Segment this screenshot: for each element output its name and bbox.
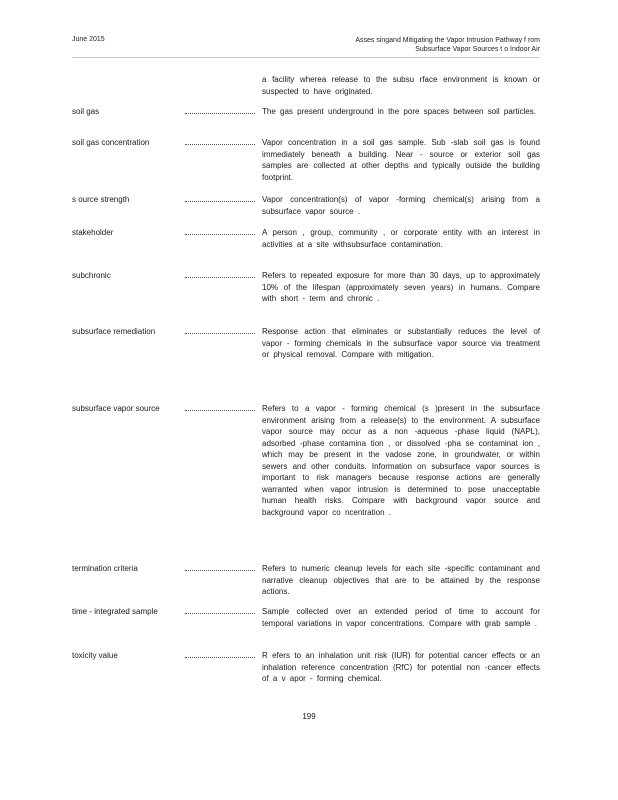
dot-leader xyxy=(185,657,255,658)
dot-leader xyxy=(185,113,255,114)
dot-leader xyxy=(185,410,255,411)
glossary-term: time - integrated sample xyxy=(72,607,158,616)
dot-leader xyxy=(185,333,255,334)
header-title-line2: Subsurface Vapor Sources t o Indoor Air xyxy=(415,46,540,53)
continuation-definition: a facility wherea release to the subsu rface environment is known or suspected to have originated. xyxy=(262,75,540,96)
page-number: 199 xyxy=(302,712,316,721)
glossary-definition: Sample collected over an extended period of time to account for temporal variations in vapor concentrations. Compare with grab sample . xyxy=(262,607,540,628)
glossary-definition: Response action that eliminates or substantially reduces the level of vapor - forming chemicals in the subsurface vapor source via treatment or physical removal. Compare with mitigation. xyxy=(262,327,540,359)
dot-leader xyxy=(185,201,255,202)
glossary-definition: Refers to numeric cleanup levels for each site -specific contaminant and narrative cleanup objectives that are to be attained by the response actions. xyxy=(262,564,540,596)
glossary-term: toxicity value xyxy=(72,651,118,660)
glossary-definition: R efers to an inhalation unit risk (IUR) for potential cancer effects or an inhalation reference concentration (RfC) for potential non -cancer effects of a v apor - forming chemical. xyxy=(262,651,540,683)
dot-leader xyxy=(185,234,255,235)
glossary-term: subsurface vapor source xyxy=(72,404,160,413)
header-title xyxy=(280,36,540,54)
glossary-term: s ource strength xyxy=(72,195,130,204)
glossary-definition: Vapor concentration in a soil gas sample. Sub -slab soil gas is found immediately beneath a building. Near - source or exterior soil gas samples are collected at other depths and typically outside the building footprint. xyxy=(262,138,540,182)
dot-leader xyxy=(185,277,255,278)
glossary-term: subchronic xyxy=(72,271,111,280)
glossary-term: soil gas xyxy=(72,107,100,116)
glossary-term: termination criteria xyxy=(72,564,138,573)
dot-leader xyxy=(185,570,255,571)
glossary-definition: A person , group, community , or corporate entity with an interest in activities at a site withsubsurface contamination. xyxy=(262,228,540,249)
dot-leader xyxy=(185,144,255,145)
dot-leader xyxy=(185,613,255,614)
header-rule xyxy=(72,57,540,58)
glossary-definition: Refers to repeated exposure for more than 30 days, up to approximately 10% of the lifespan (approximately seven years) in humans. Compare with short - term and chronic . xyxy=(262,271,540,303)
glossary-definition: The gas present underground in the pore spaces between soil particles. xyxy=(262,107,536,116)
glossary-definition: Vapor concentration(s) of vapor -forming chemical(s) arising from a subsurface vapor source . xyxy=(262,195,540,216)
header-title-line1: Asses singand Mitigating the Vapor Intrusion Pathway f rom xyxy=(355,37,540,44)
glossary-term: stakeholder xyxy=(72,228,114,237)
glossary-term: soil gas concentration xyxy=(72,138,150,147)
glossary-term: subsurface remediation xyxy=(72,327,156,336)
glossary-definition: Refers to a vapor - forming chemical (s )present in the subsurface environment arising from a release(s) to the environment. A subsurface vapor source may occur as a non -aqueous -phase liquid (NAPL), adsorbed -phase contamina tion , or dissolved -pha se contaminat ion , which may be present in the vadose zone, in groundwater, or within sewers and other conduits. Information on subsurface vapor sources is important to risk managers because response actions are generally warranted when vapor intrusion is determined to pose unacceptable human health risks. Compare with background vapor source and background vapor co ncentration . xyxy=(262,404,540,517)
header-date: June 2015 xyxy=(72,36,105,43)
